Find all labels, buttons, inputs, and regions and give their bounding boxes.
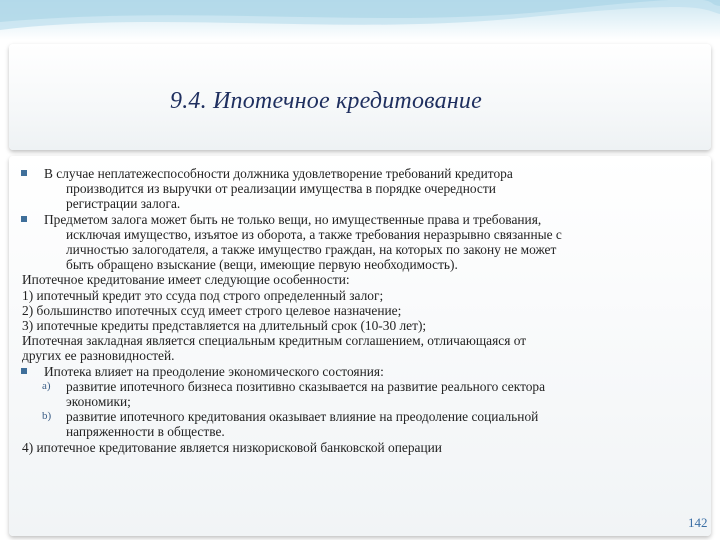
bullet-1-line-2: производится из выручки от реализации имущества в порядке очередности <box>66 181 496 197</box>
paragraph-features: Ипотечное кредитование имеет следующие особенности: <box>22 272 350 288</box>
item-b-marker: b) <box>42 410 52 423</box>
item-b-line-2: напряженности в обществе. <box>66 424 225 440</box>
bullet-2-line-1: Предметом залога может быть не только вещи, но имущественные права и требования, <box>44 212 706 227</box>
bullet-1-line-1: В случае неплатежеспособности должника удовлетворение требований кредитора <box>44 166 706 181</box>
decorative-wave <box>0 0 720 40</box>
square-bullet-icon <box>21 368 27 374</box>
item-b-line-1: b) развитие ипотечного кредитования оказывает влияние на преодоление социальной <box>42 409 539 425</box>
page-number: 142 <box>688 515 708 530</box>
square-bullet-icon <box>21 216 27 222</box>
bullet-2-line-3: личностью залогодателя, а также имущество граждан, на которых по закону не может <box>66 242 557 258</box>
bullet-2-line-2: исключая имущество, изъятое из оборота, а также требования неразрывно связанные с <box>66 226 562 242</box>
feature-4: 4) ипотечное кредитование является низкорисковой банковской операции <box>22 439 442 455</box>
square-bullet-icon <box>21 170 27 176</box>
bullet-3-line-1: Ипотека влияет на преодоление экономического состояния: <box>44 364 706 379</box>
item-a-marker: a) <box>42 379 51 392</box>
feature-2: 2) большинство ипотечных ссуд имеет строго целевое назначение; <box>22 302 402 318</box>
paragraph-mortgage-line-2: других ее разновидностей. <box>22 348 175 364</box>
feature-1: 1) ипотечный кредит это ссуда под строго определенный залог; <box>22 287 384 303</box>
feature-3: 3) ипотечные кредиты представляется на длительный срок (10-30 лет); <box>22 318 427 334</box>
paragraph-mortgage-line-1: Ипотечная закладная является специальным кредитным соглашением, отличающаяся от <box>22 333 527 349</box>
item-a-line-2: экономики; <box>66 394 131 410</box>
bullet-1-line-3: регистрации залога. <box>66 196 181 212</box>
item-a-line-1: a) развитие ипотечного бизнеса позитивно сказывается на развитие реального сектора <box>42 378 546 394</box>
bullet-2-line-4: быть обращено взыскание (вещи, имеющие первую необходимость). <box>66 257 458 273</box>
slide-title: 9.4. Ипотечное кредитование <box>170 88 482 114</box>
slide-body <box>22 166 706 455</box>
